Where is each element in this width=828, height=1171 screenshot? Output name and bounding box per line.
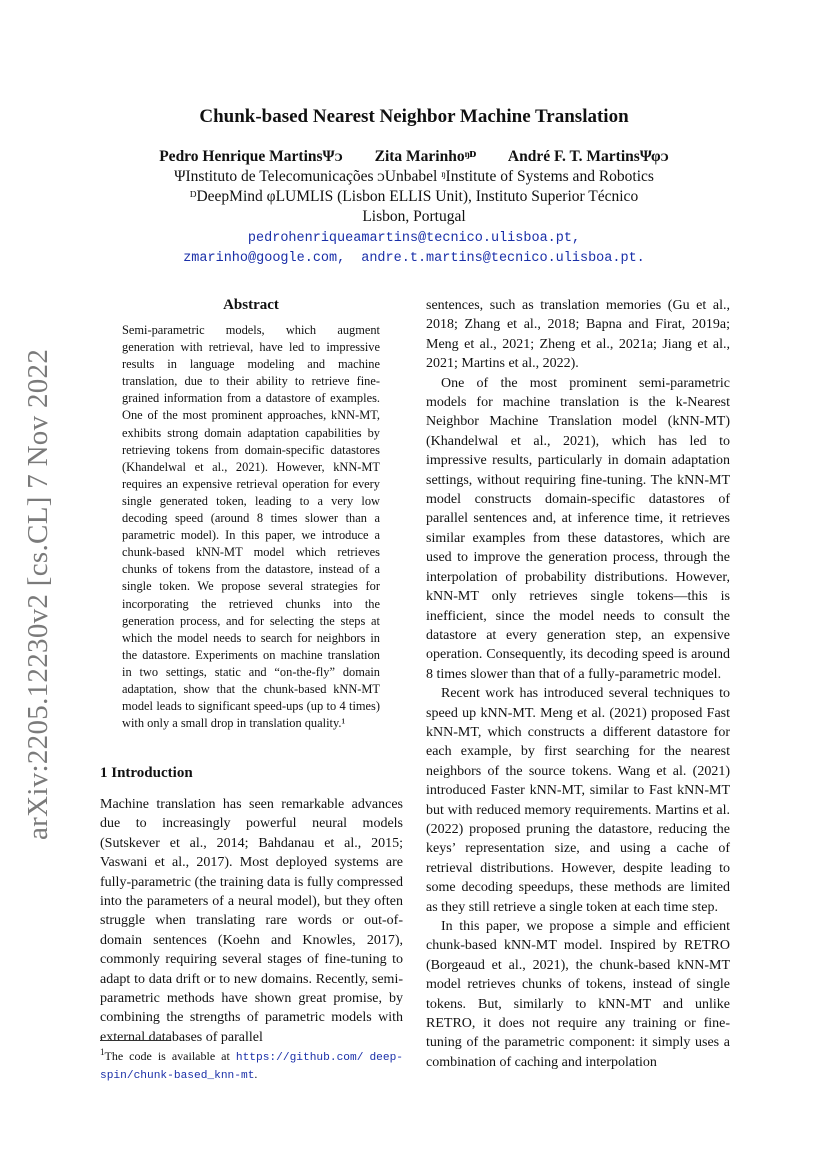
email-line-1 — [0, 228, 828, 246]
email-line-2 — [0, 248, 828, 266]
email-link[interactable]: pedrohenriqueamartins@tecnico.ulisboa.pt, — [247, 231, 581, 246]
affiliation-line-2: ᴰDeepMind φLUMLIS (Lisbon ELLIS Unit), Instituto Superior Técnico — [189, 188, 639, 205]
abstract-text: Semi-parametric models, which augment generation with retrieval, have led to impressive results in language modeling and machine translation, due to their ability to retrieve fine-grained information from a datastore of examples. One of the most prominent approaches, kNN-MT, exhibits strong domain adaptation capabilities by retrieving tokens from domain-specific datastores (Khandelwal et al., 2021). However, kNN-MT requires an expensive retrieval operation for every single generated token, leading to a very low decoding speed (around 8 times slower than a parametric model). In this paper, we introduce a chunk-based kNN-MT model which retrieves chunks of tokens from the datastore, instead of a single token. We propose several strategies for incorporating the retrieved chunks into the generation process, and for selecting the steps at which the model needs to search for neighbors in the datastore. Experiments on machine translation in two settings, static and “on-the-fly” domain adaptation, show that the chunk-based kNN-MT model leads to significant speed-ups (up to 4 times) with only a small drop in translation quality.¹ — [122, 323, 380, 731]
footnote-rule — [100, 1040, 170, 1041]
paragraph: Recent work has introduced several techniques to speed up kNN-MT. Meng et al. (2021) proposed Fast kNN-MT, which constructs a different datastore for each example, by first searching for the nearest neighbors of the source tokens. Wang et al. (2021) introduced Faster kNN-MT, similar to Fast kNN-MT but with reduced memory requirements. Martins et al. (2022) proposed pruning the datastore, reducing the keys’ representation size, and using a cache of retrieval distributions. However, despite leading to some decoding speedups, these methods are limited as they still retrieve a single token at each time step. — [426, 686, 730, 915]
author-1: Pedro Henrique MartinsΨᴐ — [159, 148, 343, 165]
author-2: Zita Marinhoᵑᴰ — [374, 148, 477, 165]
footnote-end: . — [254, 1066, 258, 1081]
email-link[interactable]: zmarinho@google.com, — [183, 251, 346, 266]
right-column — [426, 296, 730, 1072]
affiliation-line-3: Lisbon, Portugal — [362, 208, 466, 225]
author-list — [0, 148, 828, 166]
abstract-heading: Abstract — [223, 297, 279, 313]
paper-title: Chunk-based Nearest Neighbor Machine Translation — [199, 106, 629, 127]
email-link[interactable]: andre.t.martins@tecnico.ulisboa.pt. — [361, 251, 645, 266]
footnote-link[interactable]: https://github.com/ — [235, 1052, 364, 1064]
paragraph: One of the most prominent semi-parametric models for machine translation is the k-Nearest Neighbor Machine Translation model (kNN-MT) (Khandelwal et al., 2021), which has led to impressive results, particularly in domain adaptation settings, without requiring fine-tuning. The kNN-MT model constructs domain-specific datastores of parallel sentences and, at inference time, it retrieves similar examples from these datastores, which are used to improve the generation process, through the interpolation of probability distributions. However, kNN-MT only retrieves single tokens—this is inefficient, since the model needs to consult the datastore at every generation step, an expensive operation. Consequently, its decoding speed is around 8 times slower than that of a fully-parametric model. — [426, 375, 730, 682]
footnote-text: The code is available at — [104, 1049, 236, 1063]
intro-text: Machine translation has seen remarkable advances due to increasingly powerful neural models (Sutskever et al., 2014; Bahdanau et al., 2015; Vaswani et al., 2017). Most deployed systems are fully-parametric (the training data is fully compressed into the parameters of a neural model), but they often struggle when translating rare words or out-of-domain sentences (Koehn and Knowles, 2017), commonly requiring several stages of fine-tuning to adapt to data drift or to new domains. Recently, semi-parametric methods have shown great promise, by combining the strengths of parametric models with external databases of parallel — [100, 797, 403, 1045]
footnote-link[interactable]: deep-spin/chunk-based_knn-mt — [100, 1052, 404, 1082]
footnote — [100, 1045, 403, 1084]
section-heading: 1 Introduction — [100, 765, 193, 781]
affiliation-line-1: ΨInstituto de Telecomunicações ᴐUnbabel ᵑInstitute of Systems and Robotics — [174, 168, 654, 185]
footnote-mark: 1 — [100, 1047, 105, 1057]
paragraph: sentences, such as translation memories (Gu et al., 2018; Zhang et al., 2018; Bapna and Firat, 2019a; Meng et al., 2021; Zheng et al., 2021a; Jiang et al., 2021; Martins et al., 2022). — [426, 298, 730, 372]
paragraph: In this paper, we propose a simple and efficient chunk-based kNN-MT model. Inspired by RETRO (Borgeaud et al., 2021), the chunk-based kNN-MT model retrieves chunks of tokens, instead of single tokens. But, similarly to kNN-MT and unlike RETRO, it does not require any training or fine-tuning of the parametric component: it simply uses a combination of caching and interpolation — [426, 919, 730, 1070]
arxiv-watermark: arXiv:2205.12230v2 [cs.CL] 7 Nov 2022 — [22, 348, 54, 840]
author-3: André F. T. MartinsΨφᴐ — [507, 148, 669, 165]
